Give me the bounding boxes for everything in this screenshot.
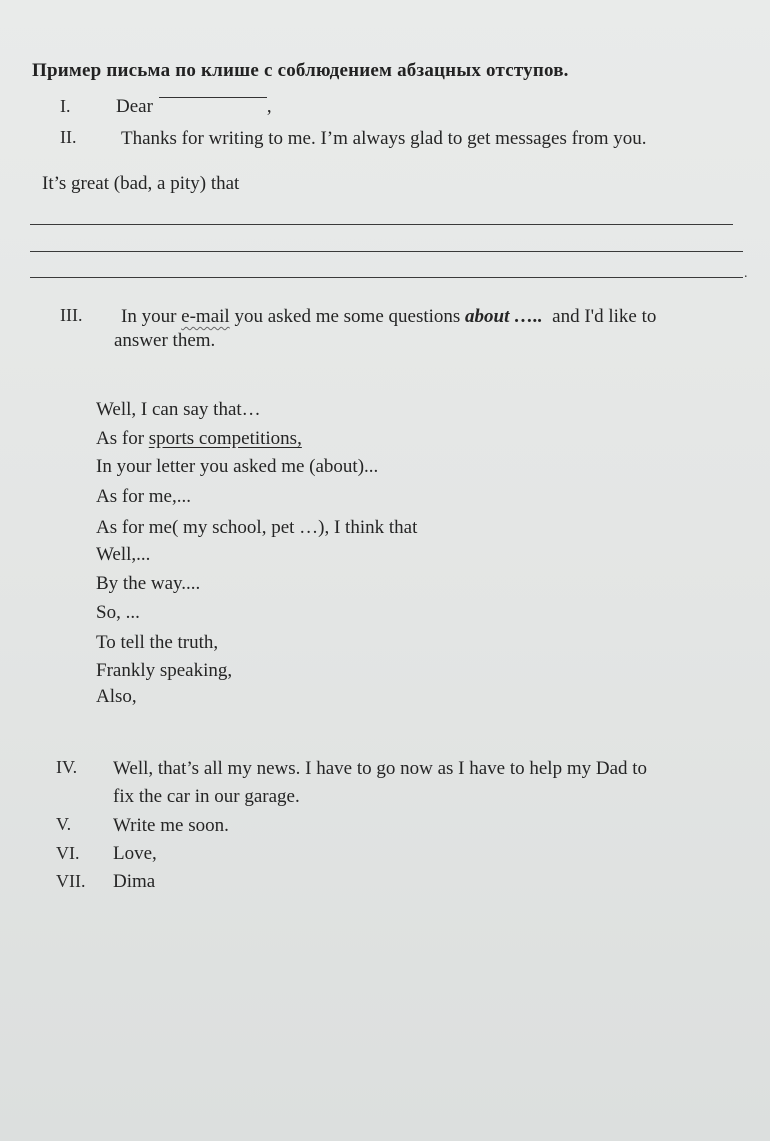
phrase-6: Well,... [96, 544, 151, 565]
phrase-11: Also, [96, 686, 137, 707]
signature-name: Dima [113, 871, 156, 892]
page-title: Пример письма по клише с соблюдением абзацных отступов. [32, 60, 569, 81]
numeral-iii: III. [60, 305, 83, 325]
questions-part-a: In your [121, 306, 182, 327]
greeting-word: Dear [116, 96, 153, 117]
numeral-v: V. [56, 814, 72, 834]
answer-them-line: answer them. [114, 330, 216, 351]
name-blank [159, 96, 267, 98]
questions-part-b: you asked me some questions [229, 306, 466, 327]
news-line-1: Well, that’s all my news. I have to go now as I have to help my Dad to [113, 758, 648, 779]
numeral-vii: VII. [56, 871, 86, 891]
numeral-vi: VI. [56, 843, 80, 863]
end-dot: . [744, 266, 748, 281]
questions-part-c: and I'd like to [542, 306, 657, 327]
news-line-2: fix the car in our garage. [113, 786, 300, 807]
answer-line-1 [30, 224, 733, 225]
phrase-2 [96, 428, 302, 450]
about-word: about ….. [465, 306, 543, 327]
numeral-ii: II. [60, 127, 77, 147]
answer-line-2 [30, 251, 743, 252]
answer-line-3 [30, 277, 743, 278]
phrase-8: So, ... [96, 602, 140, 623]
prompt-sentence: It’s great (bad, a pity) that [42, 173, 240, 194]
phrase-10: Frankly speaking, [96, 660, 233, 681]
phrase-2-underlined: sports competitions, [148, 428, 302, 449]
numeral-i: I. [60, 96, 71, 116]
phrase-1: Well, I can say that… [96, 399, 261, 420]
phrase-2-prefix: As for [96, 428, 149, 449]
email-word: e-mail [181, 306, 230, 327]
phrase-7: By the way.... [96, 573, 201, 594]
thanks-sentence: Thanks for writing to me. I’m always glad to get messages from you. [121, 128, 647, 149]
write-soon: Write me soon. [113, 815, 229, 836]
numeral-iv: IV. [56, 757, 78, 777]
sign-off: Love, [113, 843, 157, 864]
questions-sentence [121, 306, 656, 328]
greeting-comma: , [266, 96, 272, 117]
phrase-3: In your letter you asked me (about)... [96, 456, 379, 477]
greeting-line [116, 96, 272, 118]
phrase-9: To tell the truth, [96, 632, 219, 653]
phrase-4: As for me,... [96, 486, 191, 507]
phrase-5: As for me( my school, pet …), I think that [96, 517, 418, 538]
